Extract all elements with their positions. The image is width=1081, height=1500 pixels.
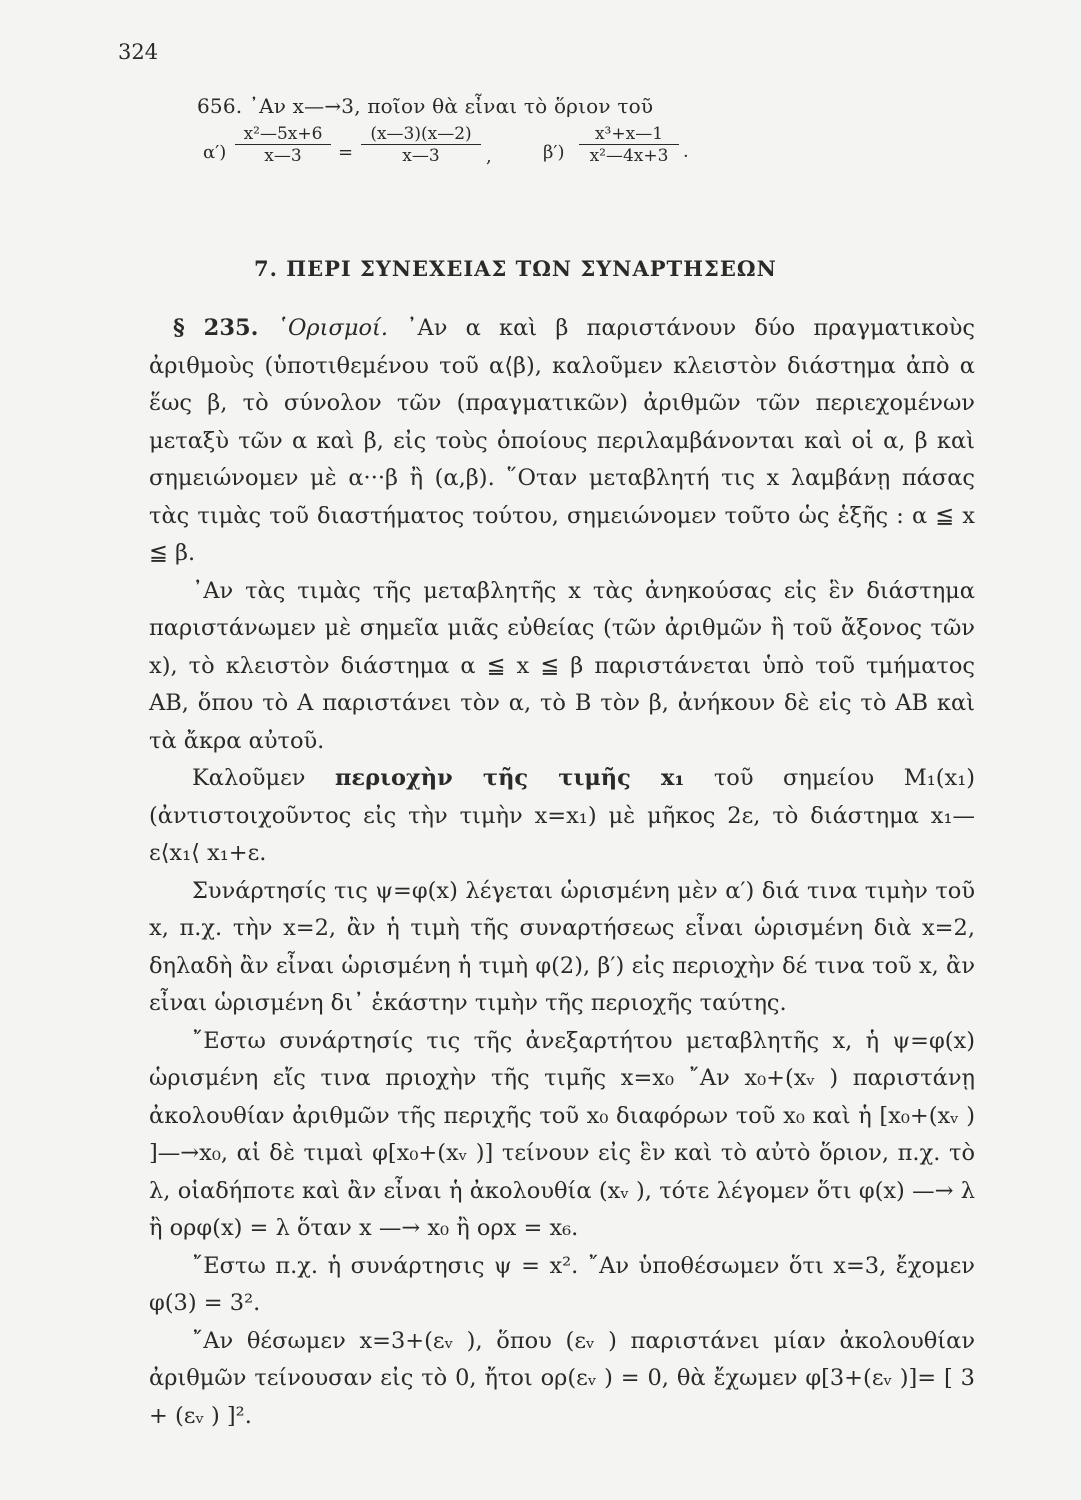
paragraph-limit-definition: ῎Εστω συνάρτησίς τις τῆς ἀνεξαρτήτου μεταβλητῆς x, ἡ ψ=φ(x) ὡρισμένη εἴς τινα πριοχὴν τῆς τιμῆς x=x₀ ῎Αν x₀+(xᵥ ) παριστάνῃ ἀκολουθίαν ἀριθμῶν τῆς περιχῆς τοῦ x₀ διαφόρων τοῦ x₀ καὶ ἡ [x₀+(xᵥ ) ]—→x₀, αἱ δὲ τιμαὶ φ[x₀+(xᵥ )] τείνουν εἰς ἓν καὶ τὸ αὐτὸ ὅριον, π.χ. τὸ λ, οἱαδήποτε καὶ ἂν εἶναι ἡ ἀκολουθία (xᵥ ), τότε λέγομεν ὅτι φ(x) —→ λ ἢ ορφ(x) = λ ὅταν x —→ x₀ ἢ ορx = x₆. [149,1027,975,1241]
section-title: 7. ΠΕΡΙ ΣΥΝΕΧΕΙΑΣ ΤΩΝ ΣΥΝΑΡΤΗΣΕΩΝ [254,256,777,281]
fraction-b-numerator: x³+x—1 [579,124,679,145]
paragraph-example-sequence: ῎Αν θέσωμεν x=3+(εᵥ ), ὅπου (εᵥ ) παριστάνει μίαν ἀκολουθίαν ἀριθμῶν τείνουσαν εἰς τὸ 0, ἤτοι ορ(εᵥ ) = 0, θὰ ἔχωμεν φ[3+(εᵥ )]= [ 3 + (εᵥ ) ]². [149,1327,975,1429]
page-number: 324 [118,40,159,64]
paragraph-definitions [149,310,975,573]
fraction-a2 [361,124,481,167]
fraction-a2-denominator: x—3 [402,146,440,166]
fraction-a1-numerator: x²—5x+6 [235,124,331,145]
paragraph-interval: ᾿Αν τὰς τιμὰς τῆς μεταβλητῆς x τὰς ἀνηκούσας εἰς ἓν διάστημα παριστάνωμεν μὲ σημεῖα μιᾶς εὐθείας (τῶν ἀριθμῶν ἢ τοῦ ἄξονος τῶν x), τὸ κλειστὸν διάστημα α ≦ x ≦ β παριστάνεται ὑπὸ τοῦ τμήματος ΑΒ, ὅπου τὸ Α παριστάνει τὸν α, τὸ Β τὸν β, ἀνήκουν δὲ εἰς τὸ ΑΒ καὶ τὰ ἄκρα αὐτοῦ. [149,577,975,754]
fraction-b-denominator: x²—4x+3 [589,146,669,166]
fraction-b [579,124,679,167]
part-a-label: α′) [203,142,227,163]
exercise-656-fractions [203,124,823,184]
neighborhood-term: περιοχὴν τῆς τιμῆς x₁ [334,765,685,791]
paragraph-defined-function: Συνάρτησίς τις ψ=φ(x) λέγεται ὡρισμένη μὲν α′) διά τινα τιμὴν τοῦ x, π.χ. τὴν x=2, ἂν ἡ τιμὴ τῆς συναρτήσεως εἶναι ὡρισμένη διὰ x=2, δηλαδὴ ἂν εἶναι ὡρισμένη ἡ τιμὴ φ(2), β′) εἰς περιοχὴν δέ τινα τοῦ x, ἂν εἶναι ὡρισμένη δι᾿ ἑκάστην τιμὴν τῆς περιοχῆς ταύτης. [149,877,975,1016]
comma: , [486,146,492,167]
equals-sign: = [338,142,354,163]
neighborhood-post: τοῦ σημείου M₁(x₁) (ἀντιστοιχοῦντος εἰς τὴν τιμὴν x=x₁) μὲ μῆκος 2ε, τὸ διάστημα x₁—ε⟨x₁⟨ x₁+ε. [149,765,976,866]
fraction-a1 [235,124,331,167]
section-heading: ῾Ορισμοί. [276,315,388,341]
paragraph-example: ῎Εστω π.χ. ἡ συνάρτησις ψ = x². ῎Αν ὑποθέσωμεν ὅτι x=3, ἔχομεν φ(3) = 3². [149,1252,975,1316]
end-dot: · [683,146,689,167]
body-text [149,310,975,1435]
paragraph-text: ᾿Αν α καὶ β παριστάνουν δύο πραγματικοὺς ἀριθμοὺς (ὑποτιθεμένου τοῦ α⟨β), καλοῦμεν κλειστὸν διάστημα ἀπὸ α ἕως β, τὸ σύνολον τῶν (πραγματικῶν) ἀριθμῶν τῶν περιεχομένων μεταξὺ τῶν α καὶ β, εἰς τοὺς ὁποίους περιλαμβάνονται καὶ οἱ α, β καὶ σημειώνομεν μὲ α···β ἢ (α,β). ῞Οταν μεταβλητή τις x λαμβάνῃ πάσας τὰς τιμὰς τοῦ διαστήματος τούτου, σημειώνομεν τοῦτο ὡς ἑξῆς : α ≦ x ≦ β. [149,315,976,566]
section-number: § 235. [173,315,259,341]
fraction-a1-denominator: x—3 [264,146,302,166]
paragraph-neighborhood [149,760,975,873]
fraction-a2-numerator: (x—3)(x—2) [361,124,481,145]
neighborhood-pre: Καλοῦμεν [192,765,306,791]
part-b-label: β′) [543,142,565,163]
exercise-656-intro: 656. ᾿Αν x—→3, ποῖον θὰ εἶναι τὸ ὅριον τοῦ [197,94,654,118]
